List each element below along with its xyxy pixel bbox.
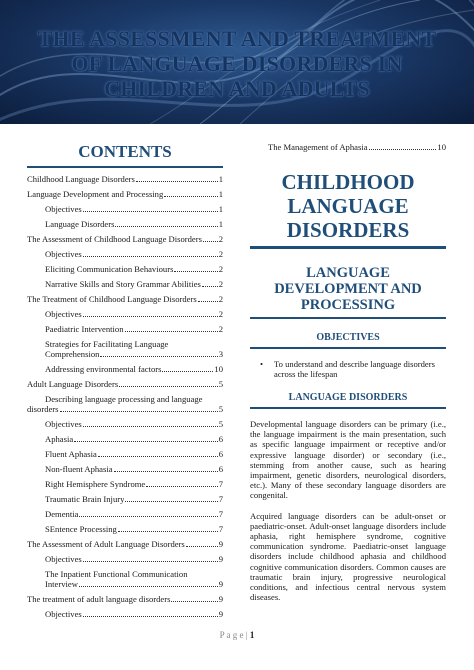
main-column xyxy=(250,142,446,602)
objective-item: • To understand and describe language disorders across the lifespan xyxy=(260,359,435,379)
toc-entry[interactable]: Paediatric Intervention 2 xyxy=(45,324,223,334)
paragraph: Developmental language disorders can be primary (i.e., the language impairment is the main presentation, such as specific language impairment or receptive and/or expressive language disorder) or secondary (i.e., stemming from another cause, such as hearing impairment, genetic disorders, neurological disorders, etc.). Many of these secondary language disorders are congenital. xyxy=(250,419,446,501)
toc-entry[interactable]: SEntence Processing 7 xyxy=(45,524,223,534)
toc-entry[interactable]: Aphasia 6 xyxy=(45,434,223,444)
toc-entry[interactable]: Objectives 9 xyxy=(45,609,223,619)
toc-entry[interactable]: Narrative Skills and Story Grammar Abilities 2 xyxy=(45,279,223,289)
toc-entry[interactable]: Strategies for Facilitating Language Comprehension 3 xyxy=(45,339,223,359)
toc-entry[interactable]: The Treatment of Childhood Language Disorders 2 xyxy=(27,294,223,304)
toc-entry[interactable]: Non-fluent Aphasia 6 xyxy=(45,464,223,474)
page-footer: P a g e | 1 xyxy=(219,630,255,640)
toc-entry[interactable]: Objectives 9 xyxy=(45,554,223,564)
bullet-icon: • xyxy=(260,359,264,369)
page-number: 1 xyxy=(249,630,255,640)
contents-column xyxy=(27,142,223,624)
document-title: THE ASSESSMENT AND TREATMENT OF LANGUAGE DISORDERS IN CHILDREN AND ADULTS xyxy=(37,26,437,101)
language-disorders-heading: LANGUAGE DISORDERS xyxy=(250,389,446,409)
toc-entry[interactable]: Traumatic Brain Injury 7 xyxy=(45,494,223,504)
toc-entry[interactable]: The treatment of adult language disorders 9 xyxy=(27,594,223,604)
toc-entry[interactable]: Addressing environmental factors 10 xyxy=(45,364,223,374)
toc-entry[interactable]: Objectives 1 xyxy=(45,204,223,214)
contents-heading: CONTENTS xyxy=(27,142,223,168)
table-of-contents xyxy=(27,174,223,619)
toc-entry[interactable]: Language Development and Processing 1 xyxy=(27,189,223,199)
toc-entry[interactable]: The Assessment of Adult Language Disorders 9 xyxy=(27,539,223,549)
toc-entry[interactable]: Objectives 2 xyxy=(45,309,223,319)
toc-entry[interactable]: Right Hemisphere Syndrome 7 xyxy=(45,479,223,489)
toc-entry[interactable]: Fluent Aphasia 6 xyxy=(45,449,223,459)
header-banner xyxy=(0,0,474,124)
toc-entry[interactable]: Objectives 5 xyxy=(45,419,223,429)
toc-entry[interactable]: The Assessment of Childhood Language Disorders 2 xyxy=(27,234,223,244)
chapter-title: CHILDHOOD LANGUAGE DISORDERS xyxy=(250,170,446,249)
section-title: LANGUAGE DEVELOPMENT AND PROCESSING xyxy=(250,265,446,319)
toc-entry[interactable]: Language Disorders 1 xyxy=(45,219,223,229)
objectives-heading: OBJECTIVES xyxy=(250,329,446,349)
toc-entry-continued[interactable]: The Management of Aphasia 10 xyxy=(268,142,446,152)
toc-entry[interactable]: Childhood Language Disorders 1 xyxy=(27,174,223,184)
toc-entry[interactable]: Dementia 7 xyxy=(45,509,223,519)
toc-entry[interactable]: Describing language processing and language disorders 5 xyxy=(27,394,223,414)
toc-entry[interactable]: Objectives 2 xyxy=(45,249,223,259)
toc-entry[interactable]: The Inpatient Functional Communication Interview 9 xyxy=(45,569,223,589)
paragraph: Acquired language disorders can be adult-onset or paediatric-onset. Adult-onset language disorders include aphasia, right hemisphere syndrome, cognitive communication syndrome. Paediatric-onset language disorders include childhood aphasia and childhood cognitive communication disorders. Common causes are traumatic brain injury, progressive neurological conditions, and infectious central nervous system diseases. xyxy=(250,510,446,603)
toc-entry[interactable]: Eliciting Communication Behaviours 2 xyxy=(45,264,223,274)
toc-entry[interactable]: Adult Language Disorders 5 xyxy=(27,379,223,389)
